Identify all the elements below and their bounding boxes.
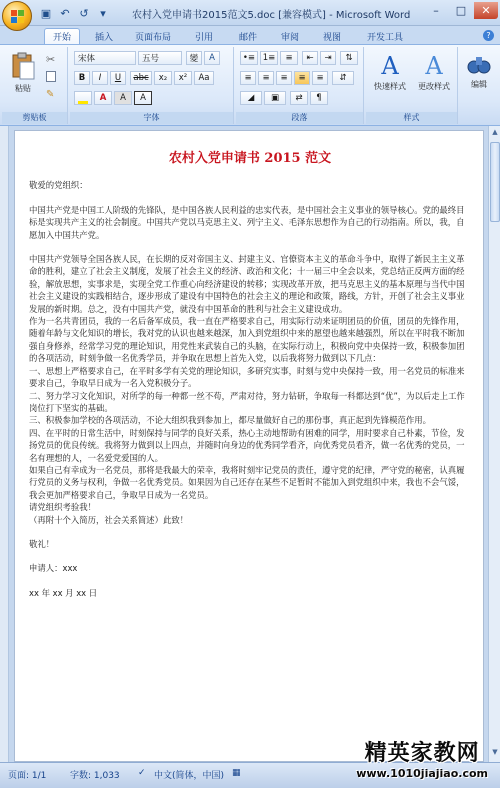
paragraph-group-label: 段落 [236,112,363,124]
paragraph: 中国共产党是中国工人阶级的先锋队，是中国各族人民利益的忠实代表，是中国社会主义事业的领导核心。党的最终目标是实现共产主义的社会制度。中国共产党以马克思主义、列宁主义、毛泽东思想作为自己的行动指南。所以，我，自愿加入中国共产党。 [29,204,465,240]
paragraph: 敬爱的党组织： [29,180,88,191]
justify-icon[interactable]: ≡ [294,71,310,85]
enclose-char-button[interactable]: A [204,51,220,65]
change-styles-button[interactable] [414,51,454,92]
minimize-button[interactable]: – [433,4,439,17]
font-color-icon[interactable]: A [94,91,112,105]
quick-styles-icon: A [381,52,399,80]
paragraph: 中国共产党领导全国各族人民，在长期的反对帝国主义、封建主义、官僚资本主义的革命斗争中，取得了新民主主义革命的胜利，建立了社会主义制度，发展了社会主义的经济、政治和文化；十一届三中全会以来，党总结正反两方面的经验，解放思想，实事求是，实现全党工作重心向经济建设的转移；实现改革开放，把马克思主义的基本原理与当代中国社会主义建设的实践相结合，逐步形成了建设有中国特色的社会主义的理论和政策，路线，方针，开创了社会主义事业发展的新时期。总之，没有中国共产党，就没有中国革命的胜利与社会主义建设成功。 [29,254,465,314]
vertical-ruler [0,126,9,762]
paragraph: xx 年 xx 月 xx 日 [29,587,98,598]
language-indicator[interactable]: 中文(简体，中国) [154,771,225,781]
numbering-icon[interactable]: 1≡ [260,51,278,65]
window-controls [424,2,498,19]
sort-icon[interactable]: ⇅ [340,51,358,65]
close-button[interactable]: ✕ [474,2,498,19]
vertical-scrollbar[interactable] [488,126,500,762]
font-size-select[interactable]: 五号 [138,51,182,65]
change-case-button[interactable]: Aa [194,71,214,85]
font-group [70,47,234,124]
bullets-icon[interactable]: •≡ [240,51,258,65]
editing-label: 编辑 [471,80,487,89]
paragraph: 四、在平时的日常生活中，时刻保持与同学的良好关系，热心主动地帮助有困难的同学，用时要求自己朴素，节俭，发扬党员的优良传统。我将努力做到以上四点，并随时向身边的优秀同学看齐，向优秀党员看齐，做一名优秀的党员，一名有理想的人，一名爱党爱国的人。 [29,427,465,463]
editing-button[interactable] [462,51,496,90]
binoculars-icon [467,51,491,77]
paragraph-spacer [29,241,471,253]
editing-group [460,47,498,124]
insert-mode-icon[interactable]: ▦ [232,768,241,778]
change-styles-label: 更改样式 [418,82,450,91]
paste-label: 粘贴 [15,84,31,93]
paragraph-spacer [29,526,471,538]
align-center-icon[interactable]: ≡ [258,71,274,85]
char-shading-icon[interactable]: A [114,91,132,105]
font-name-select[interactable]: 宋体 [74,51,136,65]
styles-group [366,47,458,124]
paragraph: 请党组织考验我！ [29,502,96,513]
subscript-button[interactable]: x₂ [154,71,172,85]
phonetic-guide-button[interactable]: 變 [186,51,202,65]
window-title: 农村入党申请书2015范文5.doc [兼容模式] - Microsoft Word [132,10,411,21]
customize-qat-icon[interactable]: ▾ [100,6,106,20]
redo-icon[interactable]: ↺ [79,6,89,20]
paragraph: 一、思想上严格要求自己，在平时多学有关党的理论知识，多研究实事，时刻与党中央保持一致，用一名党员的标准来要求自己，争取早日成为一名入党积极分子。 [29,365,465,389]
scroll-up-icon[interactable]: ▲ [492,128,498,136]
tab-developer[interactable]: 开发工具 [366,32,403,43]
font-group-label: 字体 [70,112,233,124]
change-styles-icon: A [425,52,443,80]
save-icon[interactable]: ▣ [40,6,52,20]
undo-icon[interactable]: ↶ [60,6,70,20]
italic-button[interactable]: I [92,71,108,85]
distributed-icon[interactable]: ≡ [312,71,328,85]
underline-button[interactable]: U [110,71,126,85]
align-left-icon[interactable]: ≡ [240,71,256,85]
tab-references[interactable]: 引用 [194,32,213,43]
paste-icon [10,51,36,81]
maximize-button[interactable]: □ [455,4,467,17]
clipboard-group-label: 剪贴板 [2,112,67,124]
tab-view[interactable]: 视图 [322,32,341,43]
paragraph-spacer [29,550,471,562]
shading-icon[interactable]: ◢ [240,91,262,105]
ribbon-tabs [0,26,500,44]
paragraph: 申请人：xxx [29,563,78,574]
paragraph: 敬礼！ [29,538,55,549]
spellcheck-icon[interactable]: ✓ [138,768,146,778]
format-painter-icon[interactable]: ✎ [46,89,55,100]
scrollbar-thumb[interactable] [490,142,500,222]
char-border-icon[interactable]: A [134,91,152,105]
paragraph: 三、积极参加学校的各项活动，不论大组织我到参加上，都尽量做好自己的那份事，真正起到先锋模范作用。 [29,415,431,426]
document-title: 农村入党申请书 2015 范文 [168,151,332,166]
copy-icon[interactable] [46,71,56,82]
tab-mailings[interactable]: 邮件 [238,32,257,43]
show-marks-icon[interactable]: ¶ [310,91,328,105]
watermark-url: www.1010jiajiao.com [356,767,488,780]
word-count[interactable]: 字数: 1,033 [70,771,120,781]
paragraph: 作为一名共青团员，我的一名后备军成员，我一直在严格要求自己，用实际行动来证明团员的价值，团员的先锋作用，随着年龄与文化知识的增长，我对党的认识也越来越深，加入到党组织中来的愿望也越来越强烈，所以在平时我不断加强自身修养，经常学习党的理论知识，用党性来武装自己的头脑，在实际行动上，积极向党中央保持一致，积极参加团的各项活动，时刻争做一名优秀学员，并争取在思想上首先入党，以后我将努力做到以下几点： [29,316,465,364]
decrease-indent-icon[interactable]: ⇤ [302,51,318,65]
tab-home[interactable]: 开始 [44,28,80,44]
paragraph: （再附十个入简历，社会关系简述）此致！ [29,514,189,525]
paragraph-spacer [29,575,471,587]
quick-access-toolbar [38,5,111,21]
increase-indent-icon[interactable]: ⇥ [320,51,336,65]
document-page[interactable] [14,130,484,762]
watermark-brand: 精英家教网 [364,740,480,766]
office-logo-icon [10,9,25,24]
strikethrough-button[interactable]: abc [130,71,152,85]
chinese-layout-icon[interactable]: ⇄ [290,91,308,105]
multilevel-list-icon[interactable]: ≡ [280,51,298,65]
watermark [356,736,488,780]
scroll-down-icon[interactable]: ▼ [492,748,498,756]
clipboard-group [2,47,68,124]
office-button[interactable] [2,1,32,31]
borders-icon[interactable]: ▣ [264,91,286,105]
title-bar [0,0,500,26]
document-paragraphs [29,179,471,599]
styles-group-label: 样式 [366,112,457,124]
ribbon [0,44,500,126]
paragraph-spacer [29,192,471,204]
align-right-icon[interactable]: ≡ [276,71,292,85]
highlight-icon[interactable] [74,91,92,105]
paste-button[interactable] [8,51,38,94]
page-indicator[interactable]: 页面: 1/1 [8,771,47,781]
paragraph-group [236,47,364,124]
cut-icon[interactable]: ✂ [46,53,56,66]
tab-insert[interactable]: 插入 [94,32,113,43]
line-spacing-icon[interactable]: ⇵ [332,71,354,85]
quick-styles-label: 快速样式 [374,82,406,91]
help-icon[interactable]: ? [483,30,494,41]
tab-review[interactable]: 审阅 [280,32,299,43]
quick-styles-button[interactable] [370,51,410,92]
paragraph: 二、努力学习文化知识，对所学的每一种都一丝不苟，严肃对待，努力钻研，争取每一科都达到“优”，为以后走上工作岗位打下坚实的基础。 [29,390,465,413]
bold-button[interactable]: B [74,71,90,85]
document-body[interactable] [29,153,471,599]
tab-page-layout[interactable]: 页面布局 [134,32,171,43]
paragraph: 如果自己有幸成为一名党员，那将是我最大的荣幸，我将时刻牢记党员的责任，遵守党的纪律，严守党的秘密，认真履行党员的义务与权利，争做一名优秀党员。如果因为自己还存在某些不足暂时不能加入到党组织中来，我也不会气馁，我会更加严格要求自己，争取早日成为一名党员。 [29,464,465,500]
superscript-button[interactable]: x² [174,71,192,85]
